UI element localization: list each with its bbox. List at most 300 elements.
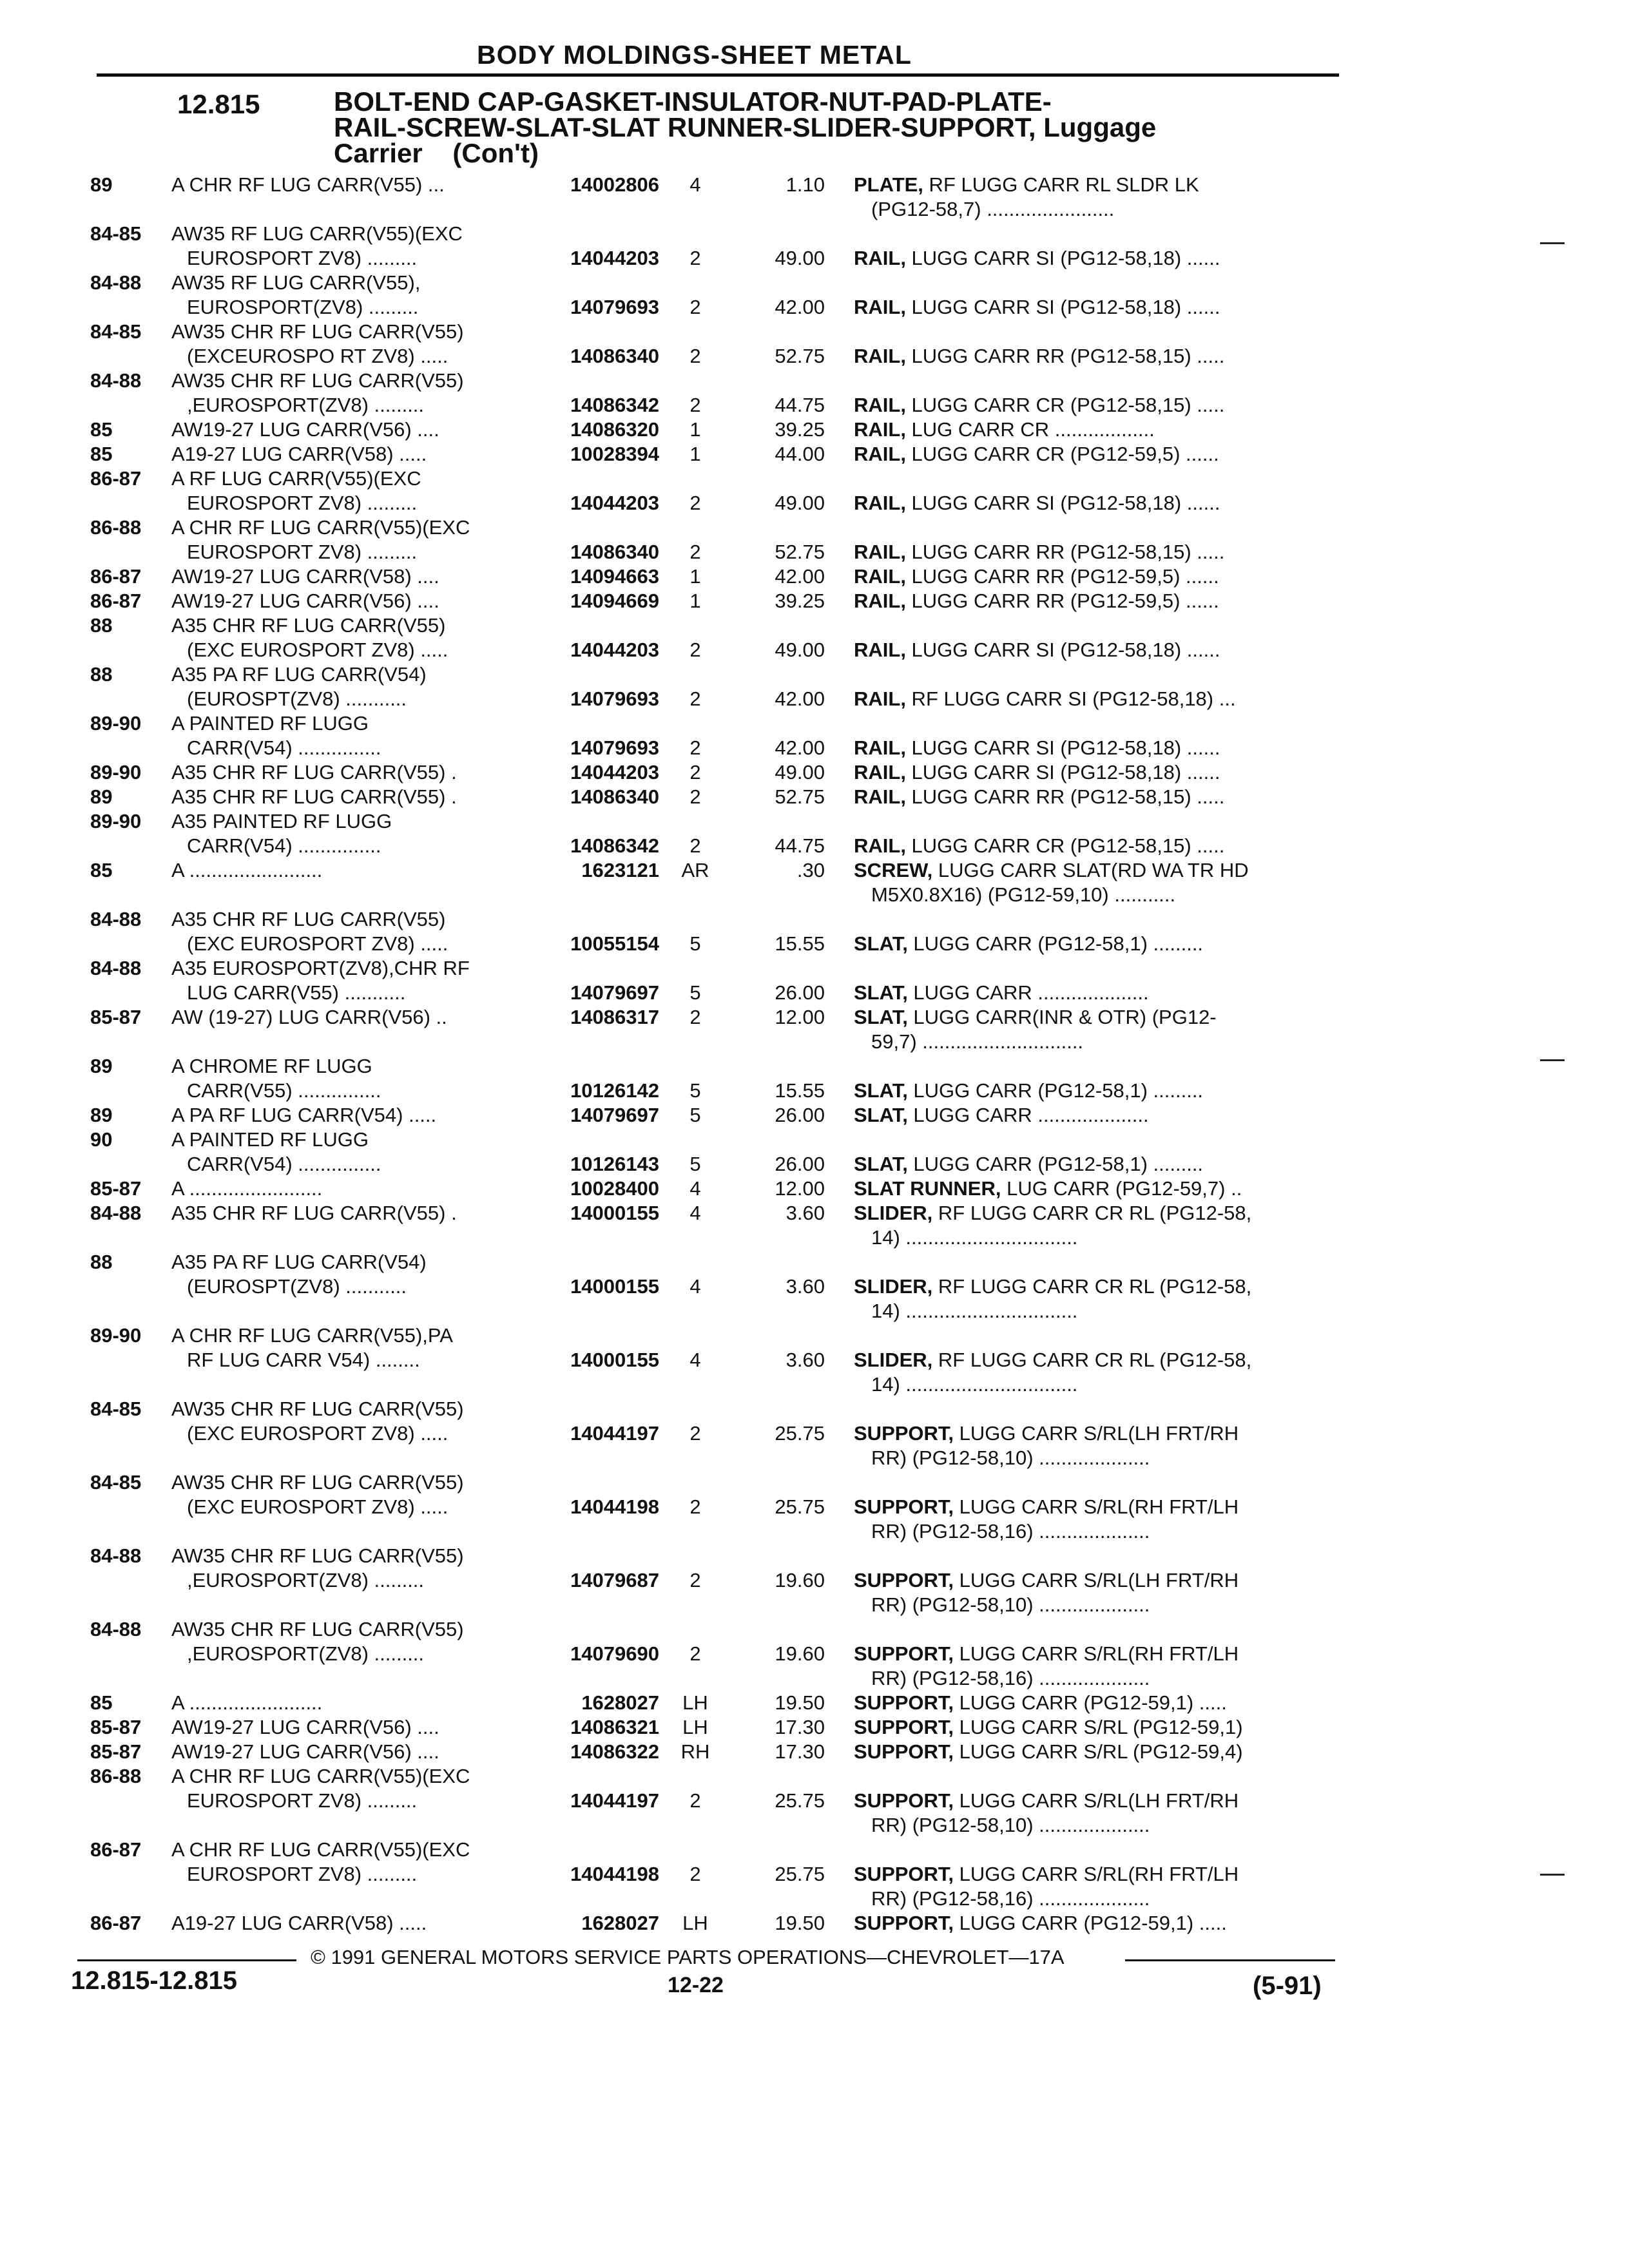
- list-item: [0, 613, 1629, 638]
- part-detail: LUGG CARR SI (PG12-58,18) ......: [905, 761, 1220, 783]
- price: 52.75: [775, 785, 825, 808]
- part-description: [854, 344, 1224, 369]
- part-description: [854, 418, 1155, 442]
- part-detail: M5X0.8X16) (PG12-59,10) ...........: [871, 883, 1176, 906]
- model-year: 85: [90, 859, 113, 881]
- part-description: [854, 1495, 1239, 1519]
- part-number: 14044197: [570, 1789, 659, 1812]
- price: 25.75: [775, 1789, 825, 1812]
- part-description: [854, 932, 1203, 956]
- list-item: [0, 1495, 1629, 1519]
- part-name: SLAT,: [854, 1104, 908, 1126]
- part-description: [854, 1079, 1203, 1103]
- list-item: [0, 1128, 1629, 1152]
- model-description: AW35 CHR RF LUG CARR(V55): [171, 369, 464, 392]
- part-detail: 14) ...............................: [871, 1226, 1078, 1249]
- model-description: ,EUROSPORT(ZV8) .........: [187, 1642, 425, 1665]
- model-description: A35 EUROSPORT(ZV8),CHR RF: [171, 957, 470, 979]
- model-year: 89-90: [90, 1324, 142, 1347]
- price: 39.25: [775, 418, 825, 441]
- footer-page-number: 12-22: [668, 1973, 724, 1997]
- part-detail: LUGG CARR (PG12-58,1) .........: [907, 932, 1204, 955]
- model-year: 85: [90, 443, 113, 465]
- list-item: [0, 1103, 1629, 1128]
- part-description: [871, 1372, 1077, 1397]
- price: 42.00: [775, 687, 825, 710]
- part-name: SLAT,: [854, 932, 908, 955]
- part-name: SUPPORT,: [854, 1569, 954, 1591]
- model-description: A35 CHR RF LUG CARR(V55): [171, 614, 446, 637]
- quantity: 2: [689, 1495, 701, 1518]
- part-number: 14000155: [570, 1349, 659, 1371]
- price: 49.00: [775, 761, 825, 783]
- part-name: PLATE,: [854, 173, 923, 196]
- quantity: 2: [689, 761, 701, 783]
- part-description: [854, 1715, 1243, 1740]
- price: 49.00: [775, 247, 825, 269]
- model-year: 84-85: [90, 1398, 142, 1420]
- part-description: [854, 1691, 1227, 1715]
- model-description: ,EUROSPORT(ZV8) .........: [187, 394, 425, 416]
- part-number: 14086320: [570, 418, 659, 441]
- part-name: RAIL,: [854, 639, 906, 661]
- page-header-title: BODY MOLDINGS-SHEET METAL: [477, 40, 912, 70]
- quantity: 2: [689, 1006, 701, 1028]
- part-detail: LUGG CARR CR (PG12-58,15) .....: [905, 394, 1225, 416]
- part-name: RAIL,: [854, 541, 906, 563]
- model-year: 86-87: [90, 590, 142, 612]
- part-number: 14002806: [570, 173, 659, 196]
- part-number: 14044203: [570, 492, 659, 514]
- part-name: RAIL,: [854, 687, 906, 710]
- price: 3.60: [786, 1349, 825, 1371]
- list-item: [0, 197, 1629, 222]
- part-description: [854, 442, 1219, 466]
- part-detail: LUGG CARR S/RL (PG12-59,1): [954, 1716, 1243, 1738]
- list-item: [0, 1323, 1629, 1348]
- part-description: [854, 1005, 1217, 1030]
- section-title: [334, 86, 1326, 168]
- quantity: LH: [682, 1691, 708, 1714]
- list-item: [0, 736, 1629, 760]
- part-name: SUPPORT,: [854, 1912, 954, 1934]
- model-description: LUG CARR(V55) ...........: [187, 981, 406, 1004]
- model-description: EUROSPORT(ZV8) .........: [187, 296, 419, 318]
- part-description: [871, 883, 1175, 907]
- part-name: SLIDER,: [854, 1349, 933, 1371]
- part-name: RAIL,: [854, 247, 906, 269]
- part-number: 14079690: [570, 1642, 659, 1665]
- part-description: [854, 638, 1220, 662]
- part-detail: LUGG CARR S/RL(RH FRT/LH: [954, 1642, 1239, 1665]
- quantity: 2: [689, 296, 701, 318]
- part-name: SLAT,: [854, 981, 908, 1004]
- model-description: A19-27 LUG CARR(V58) .....: [171, 443, 427, 465]
- list-item: [0, 1054, 1629, 1079]
- part-detail: LUGG CARR SLAT(RD WA TR HD: [932, 859, 1249, 881]
- part-detail: RR) (PG12-58,16) ....................: [871, 1667, 1150, 1689]
- list-item: [0, 344, 1629, 369]
- model-description: A PAINTED RF LUGG: [171, 712, 369, 735]
- model-description: AW35 CHR RF LUG CARR(V55): [171, 1398, 464, 1420]
- part-description: [854, 540, 1224, 564]
- model-description: (EUROSPT(ZV8) ...........: [187, 1275, 407, 1298]
- model-description: A CHROME RF LUGG: [171, 1055, 372, 1077]
- price: 12.00: [775, 1177, 825, 1200]
- part-detail: LUGG CARR SI (PG12-58,18) ......: [905, 492, 1220, 514]
- part-description: [854, 1103, 1149, 1128]
- list-item: [0, 883, 1629, 907]
- part-number: 14094669: [570, 590, 659, 612]
- list-item: [0, 1715, 1629, 1740]
- quantity: 4: [689, 173, 701, 196]
- part-description: [854, 760, 1220, 785]
- model-description: A35 CHR RF LUG CARR(V55) .: [171, 761, 457, 783]
- part-description: [854, 393, 1224, 418]
- list-item: [0, 1030, 1629, 1054]
- part-name: RAIL,: [854, 345, 906, 367]
- list-item: [0, 393, 1629, 418]
- price: 44.75: [775, 834, 825, 857]
- part-description: [854, 173, 1199, 197]
- model-year: 85: [90, 1691, 113, 1714]
- list-item: [0, 1691, 1629, 1715]
- model-description: AW19-27 LUG CARR(V56) ....: [171, 1740, 439, 1763]
- part-number: 14086322: [570, 1740, 659, 1763]
- model-description: A35 CHR RF LUG CARR(V55) .: [171, 1202, 457, 1224]
- part-detail: LUGG CARR S/RL(LH FRT/RH: [954, 1789, 1239, 1812]
- model-year: 85-87: [90, 1006, 142, 1028]
- model-year: 86-87: [90, 565, 142, 588]
- quantity: 2: [689, 687, 701, 710]
- model-description: AW19-27 LUG CARR(V56) ....: [171, 590, 439, 612]
- part-name: RAIL,: [854, 834, 906, 857]
- quantity: 2: [689, 834, 701, 857]
- part-description: [854, 858, 1249, 883]
- part-description: [854, 1201, 1251, 1225]
- part-name: SLAT,: [854, 1153, 908, 1175]
- part-detail: LUGG CARR S/RL(RH FRT/LH: [954, 1495, 1239, 1518]
- part-description: [871, 197, 1114, 222]
- footer-rule: [1125, 1959, 1335, 1961]
- part-description: [854, 246, 1220, 271]
- list-item: [0, 858, 1629, 883]
- model-description: CARR(V54) ...............: [187, 834, 381, 857]
- model-description: A35 CHR RF LUG CARR(V55): [171, 908, 446, 930]
- list-item: [0, 295, 1629, 320]
- part-name: RAIL,: [854, 418, 906, 441]
- quantity: 2: [689, 785, 701, 808]
- part-detail: RR) (PG12-58,16) ....................: [871, 1520, 1150, 1542]
- part-name: SLIDER,: [854, 1275, 933, 1298]
- part-name: SLAT,: [854, 1079, 908, 1102]
- model-description: A PA RF LUG CARR(V54) .....: [171, 1104, 437, 1126]
- quantity: 5: [689, 1079, 701, 1102]
- section-title-line-1: BOLT-END CAP-GASKET-INSULATOR-NUT-PAD-PLATE-: [334, 86, 1052, 117]
- part-detail: LUGG CARR (PG12-58,1) .........: [907, 1153, 1204, 1175]
- price: .30: [796, 859, 825, 881]
- part-description: [854, 564, 1219, 589]
- price: 26.00: [775, 981, 825, 1004]
- model-year: 84-85: [90, 320, 142, 343]
- list-item: [0, 1250, 1629, 1274]
- part-name: SUPPORT,: [854, 1691, 954, 1714]
- part-detail: LUGG CARR RR (PG12-58,15) .....: [905, 541, 1225, 563]
- part-description: [854, 295, 1220, 320]
- part-number: 14079693: [570, 736, 659, 759]
- quantity: 2: [689, 1642, 701, 1665]
- list-item: [0, 1764, 1629, 1789]
- quantity: 1: [689, 418, 701, 441]
- quantity: 2: [689, 492, 701, 514]
- price: 52.75: [775, 345, 825, 367]
- section-number: 12.815: [177, 89, 260, 119]
- part-detail: LUGG CARR S/RL(LH FRT/RH: [954, 1422, 1239, 1445]
- part-number: 14079687: [570, 1569, 659, 1591]
- part-detail: LUGG CARR RR (PG12-59,5) ......: [905, 590, 1219, 612]
- price: 19.60: [775, 1642, 825, 1665]
- quantity: 2: [689, 394, 701, 416]
- part-description: [854, 736, 1220, 760]
- price: 42.00: [775, 565, 825, 588]
- part-number: 14086342: [570, 834, 659, 857]
- list-item: [0, 1593, 1629, 1617]
- part-number: 14044203: [570, 247, 659, 269]
- list-item: [0, 760, 1629, 785]
- part-detail: LUGG CARR RR (PG12-58,15) .....: [905, 785, 1225, 808]
- price: 3.60: [786, 1275, 825, 1298]
- list-item: [0, 785, 1629, 809]
- part-description: [854, 785, 1224, 809]
- list-item: [0, 1079, 1629, 1103]
- price: 17.30: [775, 1716, 825, 1738]
- model-description: AW35 CHR RF LUG CARR(V55): [171, 1471, 464, 1494]
- part-detail: LUGG CARR RR (PG12-58,15) .....: [905, 345, 1225, 367]
- part-detail: LUGG CARR (PG12-59,1) .....: [954, 1912, 1227, 1934]
- list-item: [0, 809, 1629, 834]
- model-description: A CHR RF LUG CARR(V55)(EXC: [171, 516, 470, 539]
- footer-copyright: © 1991 GENERAL MOTORS SERVICE PARTS OPERATIONS—CHEVROLET—17A: [311, 1946, 1065, 1968]
- quantity: 4: [689, 1177, 701, 1200]
- quantity: 5: [689, 932, 701, 955]
- quantity: RH: [680, 1740, 710, 1763]
- part-number: 14000155: [570, 1202, 659, 1224]
- part-number: 14079693: [570, 296, 659, 318]
- price: 17.30: [775, 1740, 825, 1763]
- list-item: [0, 932, 1629, 956]
- quantity: 1: [689, 443, 701, 465]
- part-number: 14086340: [570, 785, 659, 808]
- model-year: 86-87: [90, 467, 142, 490]
- part-detail: LUGG CARR SI (PG12-58,18) ......: [905, 639, 1220, 661]
- model-year: 84-88: [90, 957, 142, 979]
- model-description: (EXC EUROSPORT ZV8) .....: [187, 932, 448, 955]
- model-year: 85: [90, 418, 113, 441]
- list-item: [0, 907, 1629, 932]
- model-year: 86-87: [90, 1912, 142, 1934]
- model-description: A ........................: [171, 1177, 323, 1200]
- model-description: A CHR RF LUG CARR(V55)(EXC: [171, 1838, 470, 1861]
- model-description: EUROSPORT ZV8) .........: [187, 541, 418, 563]
- part-number: 10126142: [570, 1079, 659, 1102]
- quantity: 1: [689, 565, 701, 588]
- part-number: 14086340: [570, 345, 659, 367]
- margin-mark: [1540, 242, 1565, 244]
- quantity: 2: [689, 345, 701, 367]
- part-name: SUPPORT,: [854, 1740, 954, 1763]
- model-description: EUROSPORT ZV8) .........: [187, 1863, 418, 1885]
- parts-list: [0, 173, 1629, 1936]
- quantity: LH: [682, 1912, 708, 1934]
- part-detail: LUGG CARR ....................: [907, 1104, 1149, 1126]
- part-detail: LUGG CARR ....................: [907, 981, 1149, 1004]
- part-description: [854, 1274, 1251, 1299]
- model-description: (EXC EUROSPORT ZV8) .....: [187, 1422, 448, 1445]
- list-item: [0, 1299, 1629, 1323]
- part-detail: RR) (PG12-58,10) ....................: [871, 1593, 1150, 1616]
- footer-revision-date: (5-91): [1253, 1972, 1322, 2000]
- margin-mark: [1540, 1059, 1565, 1061]
- part-detail: LUG CARR (PG12-59,7) ..: [1001, 1177, 1242, 1200]
- model-year: 84-88: [90, 271, 142, 294]
- part-name: RAIL,: [854, 296, 906, 318]
- model-year: 89: [90, 1104, 113, 1126]
- part-description: [871, 1887, 1150, 1911]
- list-item: [0, 442, 1629, 466]
- part-detail: RF LUGG CARR SI (PG12-58,18) ...: [905, 687, 1236, 710]
- part-detail: LUGG CARR CR (PG12-59,5) ......: [905, 443, 1219, 465]
- part-detail: LUGG CARR SI (PG12-58,18) ......: [905, 247, 1220, 269]
- model-description: A ........................: [171, 1691, 323, 1714]
- price: 15.55: [775, 1079, 825, 1102]
- part-description: [871, 1225, 1077, 1250]
- part-number: 1623121: [581, 859, 659, 881]
- model-year: 88: [90, 614, 113, 637]
- part-number: 14044198: [570, 1863, 659, 1885]
- part-detail: LUGG CARR S/RL(LH FRT/RH: [954, 1569, 1239, 1591]
- part-detail: LUGG CARR(INR & OTR) (PG12-: [907, 1006, 1217, 1028]
- part-number: 1628027: [581, 1691, 659, 1714]
- model-year: 84-85: [90, 222, 142, 245]
- model-description: A35 CHR RF LUG CARR(V55) .: [171, 785, 457, 808]
- part-description: [854, 1642, 1239, 1666]
- part-detail: LUGG CARR S/RL(RH FRT/LH: [954, 1863, 1239, 1885]
- list-item: [0, 1789, 1629, 1813]
- price: 44.00: [775, 443, 825, 465]
- list-item: [0, 1152, 1629, 1177]
- list-item: [0, 491, 1629, 515]
- part-number: 14086317: [570, 1006, 659, 1028]
- part-detail: RF LUGG CARR CR RL (PG12-58,: [932, 1202, 1252, 1224]
- quantity: 4: [689, 1349, 701, 1371]
- quantity: 2: [689, 1863, 701, 1885]
- list-item: [0, 1470, 1629, 1495]
- part-description: [854, 1911, 1227, 1936]
- model-year: 84-85: [90, 1471, 142, 1494]
- part-description: [854, 687, 1236, 711]
- list-item: [0, 1348, 1629, 1372]
- list-item: [0, 1519, 1629, 1544]
- price: 15.55: [775, 932, 825, 955]
- list-item: [0, 1201, 1629, 1225]
- part-description: [871, 1813, 1150, 1838]
- model-description: EUROSPORT ZV8) .........: [187, 492, 418, 514]
- model-description: EUROSPORT ZV8) .........: [187, 247, 418, 269]
- model-year: 84-88: [90, 1544, 142, 1567]
- list-item: [0, 662, 1629, 687]
- part-number: 10028394: [570, 443, 659, 465]
- model-description: A CHR RF LUG CARR(V55) ...: [171, 173, 445, 196]
- list-item: [0, 466, 1629, 491]
- footer-rule: [77, 1959, 296, 1961]
- price: 1.10: [786, 173, 825, 196]
- price: 19.50: [775, 1691, 825, 1714]
- list-item: [0, 540, 1629, 564]
- part-detail: LUGG CARR S/RL (PG12-59,4): [954, 1740, 1243, 1763]
- model-year: 89-90: [90, 712, 142, 735]
- list-item: [0, 1887, 1629, 1911]
- model-description: A ........................: [171, 859, 323, 881]
- list-item: [0, 1274, 1629, 1299]
- part-name: SUPPORT,: [854, 1863, 954, 1885]
- list-item: [0, 1397, 1629, 1421]
- list-item: [0, 687, 1629, 711]
- part-number: 10055154: [570, 932, 659, 955]
- model-year: 85-87: [90, 1177, 142, 1200]
- quantity: 5: [689, 1104, 701, 1126]
- quantity: 2: [689, 1789, 701, 1812]
- part-number: 14086340: [570, 541, 659, 563]
- model-description: (EXC EUROSPORT ZV8) .....: [187, 1495, 448, 1518]
- model-year: 89: [90, 785, 113, 808]
- model-year: 86-88: [90, 516, 142, 539]
- part-name: SUPPORT,: [854, 1789, 954, 1812]
- model-year: 90: [90, 1128, 113, 1151]
- price: 49.00: [775, 492, 825, 514]
- part-description: [871, 1593, 1150, 1617]
- part-number: 10126143: [570, 1153, 659, 1175]
- part-detail: LUGG CARR SI (PG12-58,18) ......: [905, 296, 1220, 318]
- part-detail: 14) ...............................: [871, 1300, 1078, 1322]
- part-name: SLAT,: [854, 1006, 908, 1028]
- model-year: 84-88: [90, 1618, 142, 1640]
- part-detail: LUGG CARR RR (PG12-59,5) ......: [905, 565, 1219, 588]
- model-year: 89: [90, 1055, 113, 1077]
- model-year: 84-88: [90, 1202, 142, 1224]
- list-item: [0, 956, 1629, 981]
- list-item: [0, 834, 1629, 858]
- quantity: 4: [689, 1202, 701, 1224]
- part-number: 14086342: [570, 394, 659, 416]
- part-number: 14094663: [570, 565, 659, 588]
- part-description: [871, 1446, 1150, 1470]
- model-description: AW19-27 LUG CARR(V56) ....: [171, 1716, 439, 1738]
- model-description: A35 PA RF LUG CARR(V54): [171, 1251, 427, 1273]
- part-description: [854, 1421, 1239, 1446]
- quantity: 1: [689, 590, 701, 612]
- price: 25.75: [775, 1863, 825, 1885]
- list-item: [0, 564, 1629, 589]
- price: 25.75: [775, 1495, 825, 1518]
- model-description: A RF LUG CARR(V55)(EXC: [171, 467, 421, 490]
- part-description: [854, 1789, 1239, 1813]
- model-year: 85-87: [90, 1740, 142, 1763]
- part-name: RAIL,: [854, 443, 906, 465]
- list-item: [0, 638, 1629, 662]
- list-item: [0, 711, 1629, 736]
- list-item: [0, 1177, 1629, 1201]
- price: 49.00: [775, 639, 825, 661]
